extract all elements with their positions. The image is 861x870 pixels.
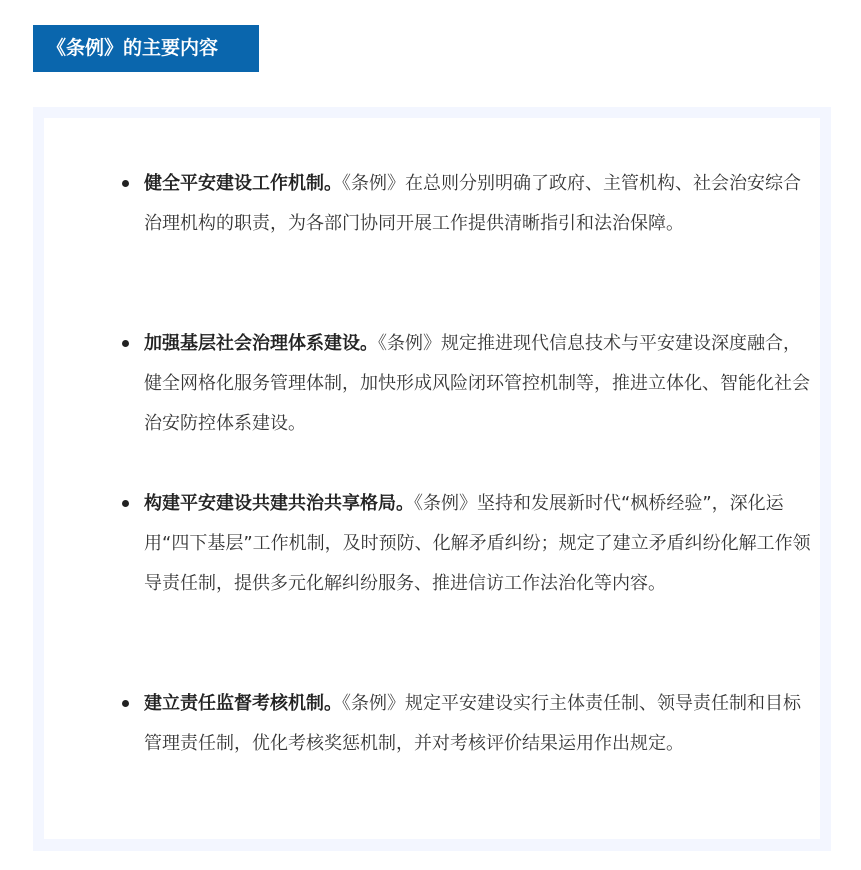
item-heading: 健全平安建设工作机制。 [144, 173, 342, 194]
item-heading: 构建平安建设共建共治共享格局。 [144, 493, 414, 514]
list-item [144, 484, 816, 604]
item-heading: 加强基层社会治理体系建设。 [144, 333, 378, 354]
list-item [144, 164, 816, 244]
section-title-banner [33, 25, 259, 72]
content-card [44, 118, 820, 839]
item-body: 《条例》在总则分别明确了政府、主管机构、社会治安综合治理机构的职责，为各部门协同开展工作提供清晰指引和法治保障。 [144, 173, 801, 234]
bullet-icon [122, 500, 129, 507]
content-panel [33, 107, 831, 851]
list-item [144, 324, 816, 444]
item-body: 《条例》规定平安建设实行主体责任制、领导责任制和目标管理责任制，优化考核奖惩机制，并对考核评价结果运用作出规定。 [144, 693, 801, 754]
list-item [144, 684, 816, 764]
item-heading: 建立责任监督考核机制。 [144, 693, 342, 714]
bullet-icon [122, 180, 129, 187]
section-title: 《条例》的主要内容 [47, 37, 219, 59]
bullet-icon [122, 340, 129, 347]
item-body: 《条例》规定推进现代信息技术与平安建设深度融合，健全网格化服务管理体制，加快形成风险闭环管控机制等，推进立体化、智能化社会治安防控体系建设。 [144, 333, 810, 434]
item-body: 《条例》坚持和发展新时代“枫桥经验”，深化运用“四下基层”工作机制，及时预防、化解矛盾纠纷；规定了建立矛盾纠纷化解工作领导责任制，提供多元化解纠纷服务、推进信访工作法治化等内容。 [144, 493, 811, 594]
bullet-icon [122, 700, 129, 707]
